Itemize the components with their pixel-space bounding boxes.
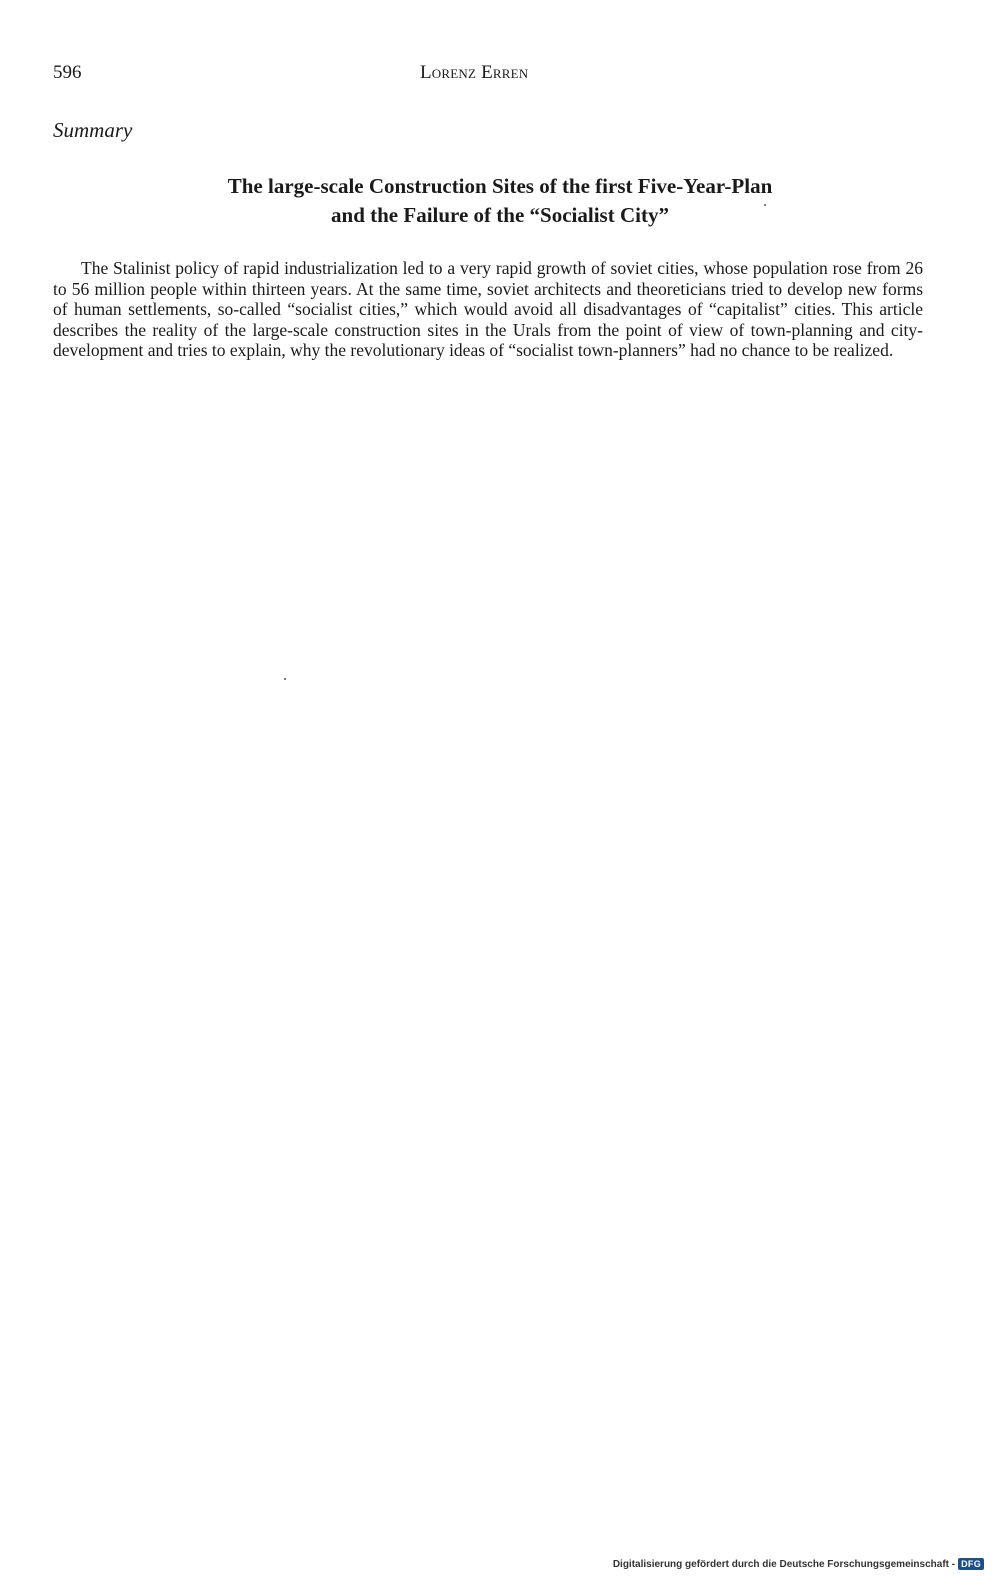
digitization-footer: [613, 1558, 984, 1570]
article-title-line-2: and the Failure of the “Socialist City”: [331, 203, 669, 227]
scan-speck: [284, 678, 286, 680]
article-title: [60, 172, 940, 230]
section-heading-summary: Summary: [53, 118, 133, 142]
page-number: 596: [53, 62, 82, 83]
funding-note: Digitalisierung gefördert durch die Deutsche Forschungsgemeinschaft -: [612, 1558, 956, 1570]
dfg-logo: DFG: [958, 1558, 984, 1570]
abstract-paragraph: The Stalinist policy of rapid industrialization led to a very rapid growth of soviet cities, whose population rose from 26 to 56 million people within thirteen years. At the same time, soviet architects and theoreticians tried to develop new forms of human settlements, so-called “socialist cities,” which would avoid all disadvantages of “capitalist” cities. This article describes the reality of the large-scale construction sites in the Urals from the point of view of town-planning and city-development and tries to explain, why the revolutionary ideas of “socialist town-planners” had no chance to be realized.: [53, 258, 923, 360]
running-head-author: Lorenz Erren: [420, 62, 529, 83]
scan-speck: [764, 204, 766, 206]
article-title-line-1: The large-scale Construction Sites of the first Five-Year-Plan: [227, 174, 773, 198]
